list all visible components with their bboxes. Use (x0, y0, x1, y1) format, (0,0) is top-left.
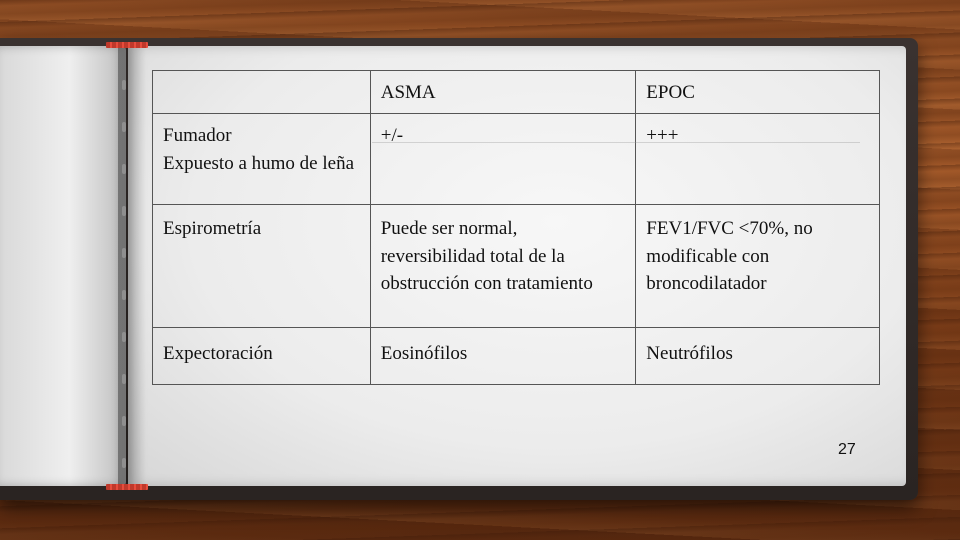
binding-stitch (122, 374, 126, 384)
row-label-humo-lena: Expuesto a humo de leña (163, 152, 355, 174)
page-number: 27 (838, 441, 856, 458)
table-row (153, 114, 880, 205)
table-row (153, 328, 880, 385)
binding-stitch (122, 122, 126, 132)
row-label-cell (153, 114, 371, 205)
header-cell-empty (153, 71, 371, 114)
table-header-row (153, 71, 880, 114)
cell-asma-espirometria: Puede ser normal, reversibilidad total de la obstrucción con tratamiento (370, 205, 636, 328)
binding-stitch (122, 290, 126, 300)
table-row (153, 205, 880, 328)
cell-epoc-fumador: +++ (636, 114, 880, 205)
cell-asma-fumador: +/- (370, 114, 636, 205)
cell-epoc-expectoracion: Neutrófilos (636, 328, 880, 385)
binding-stitch (122, 458, 126, 468)
binding-stitch (122, 332, 126, 342)
row-label-expectoracion: Expectoración (163, 343, 273, 364)
header-cell-epoc: EPOC (636, 71, 880, 114)
left-page (0, 46, 126, 486)
binding-stitch (122, 248, 126, 258)
binding-stitch (122, 206, 126, 216)
divider-line (372, 142, 860, 143)
comparison-table (152, 70, 880, 385)
row-label-espirometria: Espirometría (163, 218, 262, 239)
bookmark-ribbon-bottom (106, 484, 148, 490)
row-label-cell (153, 328, 371, 385)
bookmark-ribbon-top (106, 42, 148, 48)
row-label-fumador: Fumador (163, 125, 232, 146)
cell-epoc-espirometria: FEV1/FVC <70%, no modificable con broncodilatador (636, 205, 880, 328)
binding-stitch (122, 80, 126, 90)
binding-stitch (122, 416, 126, 426)
binding-stitch (122, 164, 126, 174)
header-cell-asma: ASMA (370, 71, 636, 114)
row-label-cell (153, 205, 371, 328)
cell-asma-expectoracion: Eosinófilos (370, 328, 636, 385)
